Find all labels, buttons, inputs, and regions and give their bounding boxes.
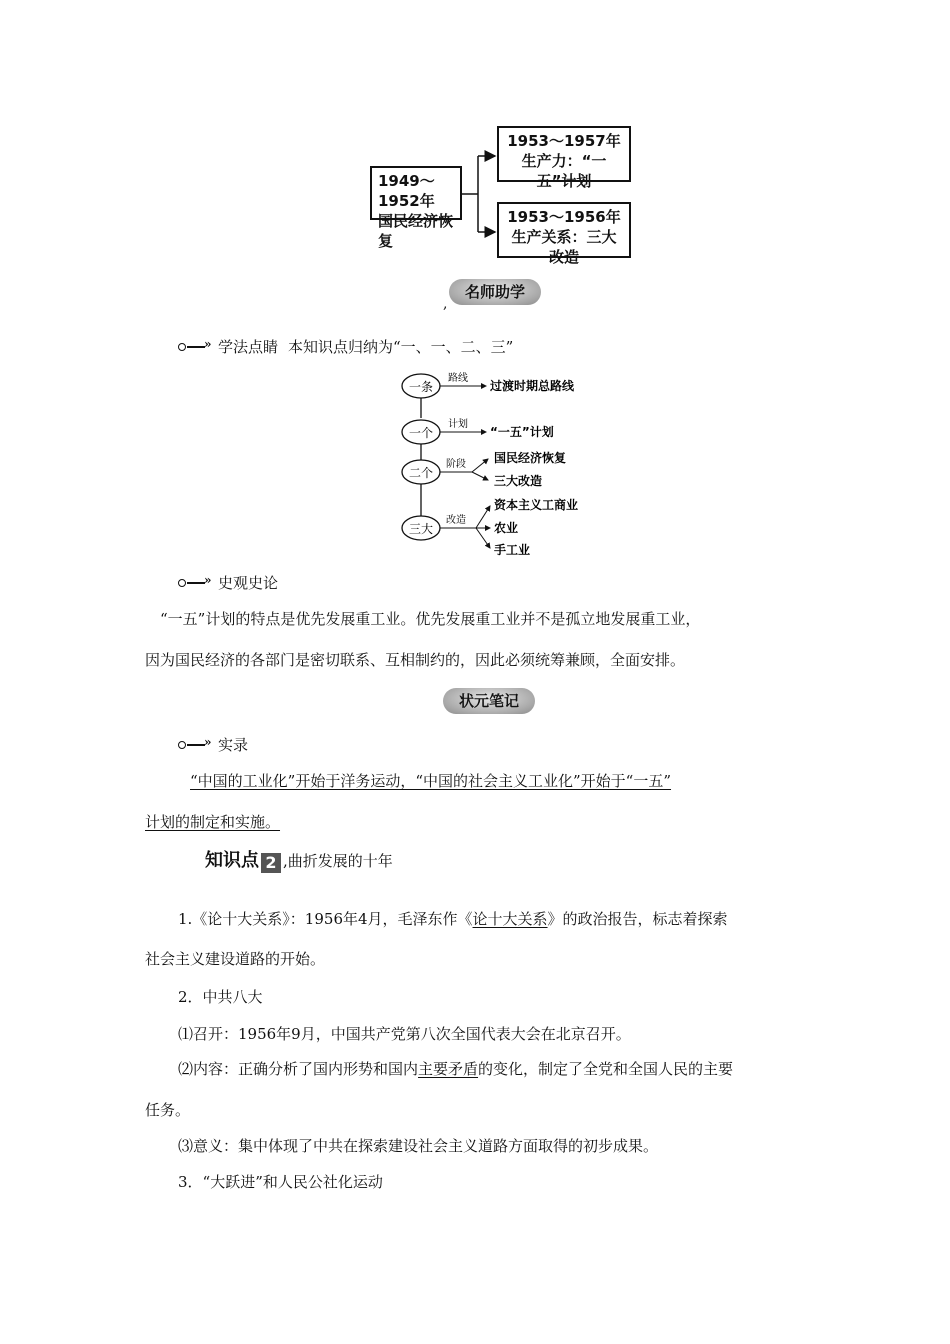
mindmap-edge-4: 改造 — [446, 515, 466, 526]
box-transform-years: 1953～1956年 — [507, 208, 621, 226]
item-1-line2: 社会主义建设道路的开始。 — [145, 950, 326, 968]
history-view-line1: “一五”计划的特点是优先发展重工业。优先发展重工业并不是孤立地发展重工业， — [160, 610, 701, 628]
mindmap-edge-2: 计划 — [448, 419, 468, 430]
study-method-label: 学法点睛 — [218, 338, 279, 356]
knowledge-point-title: ,曲折发展的十年 — [283, 852, 393, 870]
study-method-heading — [178, 336, 513, 357]
item-2-1: ⑴召开：1956年9月，中国共产党第八次全国代表大会在北京召开。 — [178, 1025, 631, 1043]
record-heading — [178, 734, 248, 755]
timeline-arrows — [0, 0, 950, 300]
mindmap-edge-3: 阶段 — [446, 459, 466, 470]
banner-teacher-help: 名师助学 — [449, 279, 541, 305]
box-transform-label: 生产关系：三大改造 — [511, 228, 617, 266]
bullet-arrow-icon: » — [178, 740, 214, 750]
item-2-2-text-a: ⑵内容：正确分析了国内形势和国内 — [178, 1060, 419, 1078]
knowledge-point-number: 2 — [261, 853, 281, 873]
mindmap-target-3b: 三大改造 — [494, 474, 543, 488]
history-view-line2: 因为国民经济的各部门是密切联系、互相制约的，因此必须统筹兼顾，全面安排。 — [145, 651, 686, 669]
banner-top-scholar-notes: 状元笔记 — [443, 688, 535, 714]
mindmap-target-4c: 手工业 — [494, 543, 531, 557]
item-2-3: ⑶意义：集中体现了中共在探索建设社会主义道路方面取得的初步成果。 — [178, 1137, 659, 1155]
mindmap-circle-2-text: 一个 — [408, 426, 434, 440]
box-recovery-years: 1949～1952年 — [378, 172, 435, 210]
box-plan-label: 生产力：“一五”计划 — [521, 152, 607, 190]
mindmap-target-1: 过渡时期总路线 — [490, 379, 575, 393]
bullet-arrow-icon: » — [178, 342, 214, 352]
stray-comma: , — [443, 296, 448, 312]
mindmap-diagram — [380, 366, 620, 566]
item-1-line1 — [178, 909, 728, 929]
box-plan-years: 1953～1957年 — [507, 132, 621, 150]
knowledge-point-prefix: 知识点 — [205, 850, 259, 871]
mindmap-edge-1: 路线 — [448, 373, 468, 384]
item-2-2-line2: 任务。 — [145, 1101, 191, 1119]
record-line2: 计划的制定和实施。 — [145, 813, 281, 831]
mindmap-target-3a: 国民经济恢复 — [494, 451, 567, 465]
mindmap-target-4a: 资本主义工商业 — [494, 498, 579, 512]
item-1-text-b: 》的政治报告，标志着探索 — [547, 910, 728, 928]
item-2-2-underlined: 主要矛盾 — [418, 1060, 479, 1078]
item-2-2-line1 — [178, 1059, 733, 1079]
study-method-text: 本知识点归纳为“一、一、二、三” — [288, 338, 514, 356]
item-1-underlined: 论十大关系 — [472, 910, 548, 928]
record-label: 实录 — [218, 736, 249, 754]
record-line1: “中国的工业化”开始于洋务运动，“中国的社会主义工业化”开始于“一五” — [190, 772, 672, 790]
history-view-label: 史观史论 — [218, 574, 279, 592]
box-recovery — [370, 166, 462, 250]
box-recovery-label: 国民经济恢复 — [378, 212, 454, 250]
bullet-arrow-icon: » — [178, 578, 214, 588]
mindmap-circle-3-text: 二个 — [408, 466, 434, 480]
item-2-heading: 2．中共八大 — [178, 988, 263, 1006]
mindmap-circle-4-text: 三大 — [408, 522, 434, 536]
box-three-transformations — [497, 202, 631, 266]
mindmap-circle-1-text: 一条 — [408, 380, 434, 394]
mindmap-target-4b: 农业 — [494, 521, 519, 535]
item-3-heading: 3．“大跃进”和人民公社化运动 — [178, 1173, 383, 1191]
history-view-heading — [178, 572, 278, 593]
item-2-2-text-b: 的变化，制定了全党和全国人民的主要 — [478, 1060, 734, 1078]
item-1-text-a: 1.《论十大关系》：1956年4月，毛泽东作《 — [178, 910, 473, 928]
knowledge-point-heading — [205, 846, 393, 873]
box-first-five-year-plan — [497, 126, 631, 190]
mindmap-target-2: “一五”计划 — [490, 425, 554, 439]
